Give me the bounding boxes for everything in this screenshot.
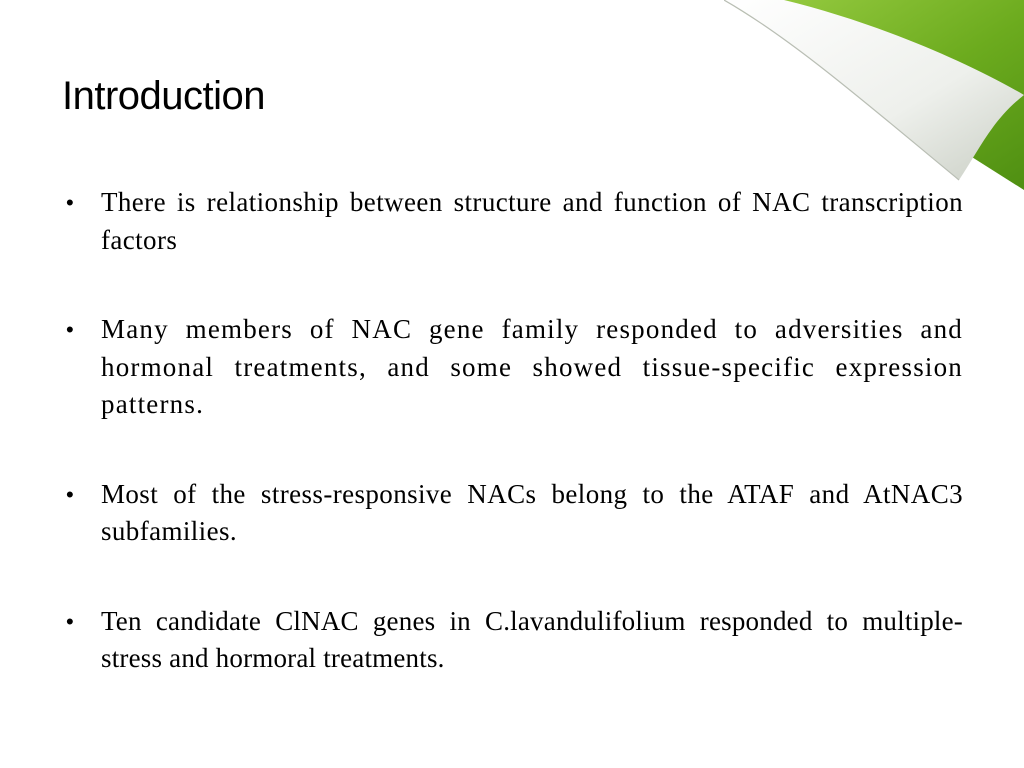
bullet-text: Most of the stress-responsive NACs belong to the ATAF and AtNAC3 subfamilies.	[101, 478, 963, 546]
bullet-item	[66, 476, 963, 551]
page-curl-decoration	[724, 0, 1024, 190]
bullet-text: Ten candidate ClNAC genes in C.lavandulifolium responded to multiple-stress and hormoral treatments.	[101, 605, 963, 673]
bullet-item	[66, 603, 963, 678]
bullet-text: Many members of NAC gene family responded to adversities and hormonal treatments, and some showed tissue-specific expression patterns.	[101, 314, 963, 419]
bullet-dot-icon: •	[66, 317, 74, 342]
bullet-dot-icon: •	[66, 481, 74, 507]
bullet-item	[66, 311, 963, 424]
bullet-dot-icon: •	[66, 608, 74, 634]
bullet-dot-icon: •	[66, 190, 74, 215]
bullet-item	[66, 184, 963, 259]
bullet-text: There is relationship between structure and function of NAC transcription factors	[101, 187, 963, 255]
bullet-list	[66, 184, 963, 730]
slide-title: Introduction	[62, 74, 266, 118]
